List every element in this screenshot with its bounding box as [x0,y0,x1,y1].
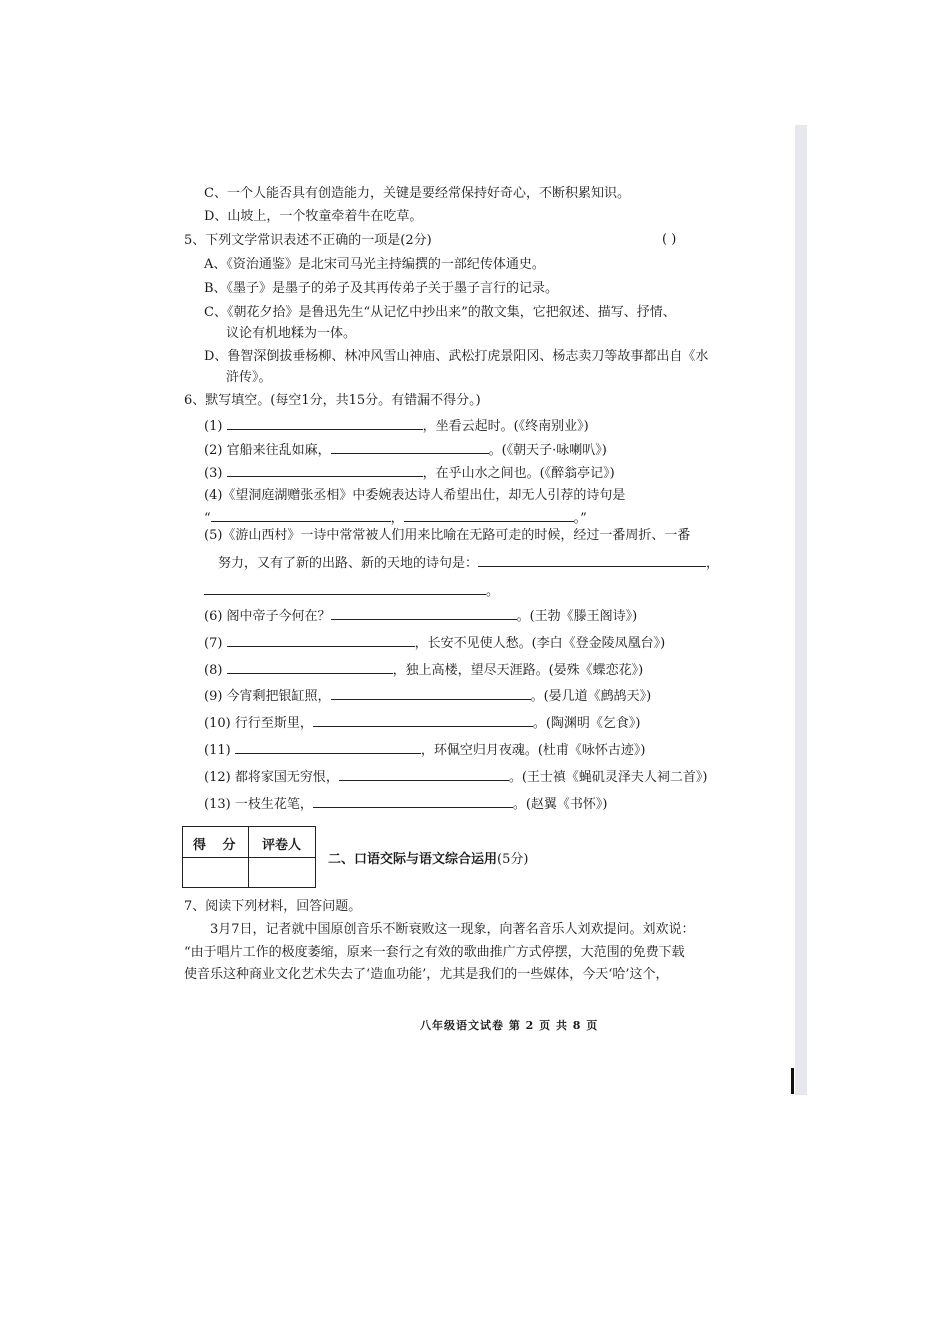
q6-item-6-post: 。(王勃《滕王阁诗》) [516,609,638,624]
q7-stem: 7、阅读下列材料，回答问题。 [184,899,362,914]
q6-item-4-line1: (4)《望洞庭湖赠张丞相》中委婉表达诗人希望出仕，却无人引荐的诗句是 [204,488,626,503]
score-table-divider-horizontal [183,857,315,858]
q6-item-13-post: 。(赵翼《书怀》) [512,797,608,812]
q6-item-12 [204,767,707,787]
q5-option-c-line1: C、《朝花夕拾》是鲁迅先生“从记忆中抄出来”的散文集，它把叙述、描写、抒情、 [204,305,676,320]
q6-stem: 6、默写填空。(每空1分，共15分。有错漏不得分。) [184,393,481,408]
q6-item-5-blank-1[interactable] [478,553,706,567]
q5-stem: 5、下列文学常识表述不正确的一项是(2分) [184,233,432,248]
q6-item-8-number: (8) [204,663,223,678]
score-table [182,826,316,888]
q6-item-10-post: 。(陶渊明《乞食》) [532,716,641,731]
q6-item-1-text: ，坐看云起时。(《终南别业》) [422,419,589,434]
q6-item-9-post: 。(晏几道《鹧鸪天》) [530,689,652,704]
scan-mark [791,1068,794,1094]
q6-item-5-end: 。 [486,584,500,599]
q6-item-4-line2 [204,508,587,528]
q4-option-c: C、一个人能否具有创造能力，关键是要经常保持好奇心，不断积累知识。 [204,186,630,201]
q6-item-11 [204,740,645,760]
q6-item-5-pre: 努力，又有了新的出路、新的天地的诗句是： [218,556,479,571]
q6-item-1 [204,416,589,436]
grader-header: 评卷人 [262,838,302,853]
q6-item-4-close-quote: 。” [573,511,587,526]
q6-item-5-line1: (5)《游山西村》一诗中常常被人们用来比喻在无路可走的时候，经过一番周折、一番 [204,528,691,543]
q6-item-9 [204,686,651,706]
q5-option-d-line1: D、鲁智深倒拔垂杨柳、林冲风雪山神庙、武松打虎景阳冈、杨志卖刀等故事都出自《水 [204,349,709,364]
q7-paragraph-line3: 使音乐这种商业文化艺术失去了‘造血功能’，尤其是我们的一些媒体，今天‘哈’这个， [184,967,669,982]
q7-paragraph-line1: 3月7日，记者就中国原创音乐不断衰败这一现象，向著名音乐人刘欢提问。刘欢说： [210,922,695,937]
q6-item-7-post: ，长安不见使人愁。(李白《登金陵凤凰台》) [414,636,666,651]
q6-item-13 [204,794,607,814]
q6-item-4-comma: ， [390,511,404,526]
q6-item-7-number: (7) [204,636,223,651]
section-2-points: (5分) [497,852,529,867]
q6-item-3-text: ，在乎山水之间也。(《醉翁亭记》) [422,466,615,481]
q6-item-3-blank[interactable] [227,463,423,477]
q6-item-5-line2 [218,553,719,573]
q6-item-11-blank[interactable] [235,740,421,754]
q6-item-8-post: ，独上高楼，望尽天涯路。(晏殊《蝶恋花》) [392,663,644,678]
q6-item-3 [204,463,615,483]
section-2-title [328,848,528,867]
q6-item-2 [204,440,607,460]
q6-item-10 [204,713,640,733]
q5-option-c-line2: 议论有机地糅为一体。 [226,326,357,341]
q6-item-5-comma: ， [706,556,720,571]
q6-item-12-blank[interactable] [339,767,509,781]
q6-item-2-post: 。(《朝天子·咏喇叭》) [488,443,607,458]
q6-item-7 [204,633,665,653]
q6-item-13-pre: (13) 一枝生花笔， [204,797,313,812]
q6-item-13-blank[interactable] [313,794,513,808]
q6-item-12-pre: (12) 都将家国无穷恨， [204,770,339,785]
q6-item-12-post: 。(王士禛《蝇矶灵泽夫人祠二首》) [508,770,708,785]
q6-item-9-blank[interactable] [331,686,531,700]
q6-item-5-line3 [204,581,499,601]
q6-item-4-blank-1[interactable] [211,508,391,522]
page-footer: 八年级语文试卷 第 2 页 共 8 页 [420,1019,599,1032]
q5-answer-paren: ( ) [662,232,677,247]
q6-item-2-number: (2) [204,443,223,458]
q6-item-7-blank[interactable] [227,633,415,647]
q6-item-10-pre: (10) 行行至斯里， [204,716,313,731]
q6-item-8 [204,660,643,680]
q6-item-8-blank[interactable] [227,660,393,674]
q5-option-d-line2: 浒传》。 [226,370,272,385]
q5-option-b: B、《墨子》是墨子的弟子及其再传弟子关于墨子言行的记录。 [204,281,559,296]
q6-item-6-pre: (6) 阁中帝子今何在？ [204,609,331,624]
q6-item-4-blank-2[interactable] [404,508,574,522]
q6-item-2-pre: 官船来往乱如麻， [226,443,331,458]
q6-item-11-post: ，环佩空归月夜魂。(杜甫《咏怀古迹》) [420,743,646,758]
q4-option-d: D、山坡上，一个牧童牵着牛在吃草。 [204,209,423,224]
q6-item-9-pre: (9) 今宵剩把银缸照， [204,689,331,704]
scan-edge-shadow [795,125,807,1095]
q6-item-6-blank[interactable] [331,606,517,620]
q6-item-11-number: (11) [204,743,231,758]
q6-item-1-number: (1) [204,419,223,434]
q6-item-10-blank[interactable] [313,713,533,727]
q7-paragraph-line2: “由于唱片工作的极度萎缩，原来一套行之有效的歌曲推广方式停摆，大范围的免费下载 [184,945,685,960]
q6-item-6 [204,606,637,626]
score-header: 得 分 [193,838,242,853]
q6-item-4-open-quote: “ [204,511,211,526]
q6-item-5-blank-2[interactable] [204,581,486,595]
q6-item-1-blank[interactable] [227,416,423,430]
section-2-title-text: 二、口语交际与语文综合运用 [328,852,498,867]
q6-item-3-number: (3) [204,466,223,481]
q6-item-2-blank[interactable] [331,440,489,454]
q5-option-a: A、《资治通鉴》是北宋司马光主持编撰的一部纪传体通史。 [204,257,545,272]
